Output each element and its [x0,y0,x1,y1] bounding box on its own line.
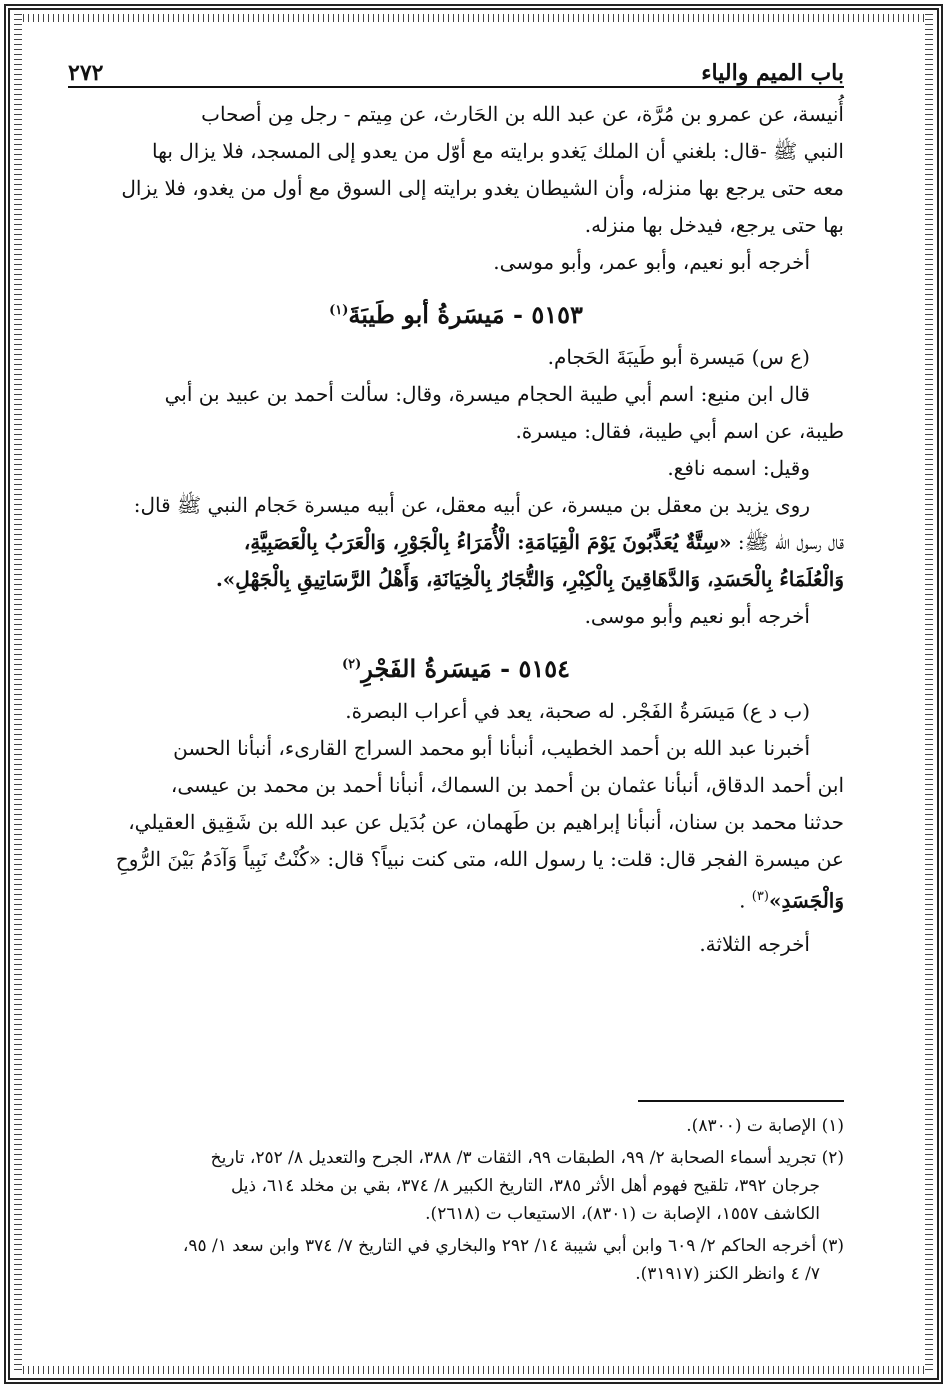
hadith-line: وَالْعُلَمَاءُ بِالْحَسَدِ، وَالدَّهَاقِينَ بِالْكِبْرِ، وَالتُّجَارُ بِالْخِيَانَةِ، وَأَهْلُ الرَّسَاتِيقِ بِالْجَهْلِ». [215,567,844,591]
text-line: حدثنا محمد بن سنان، أنبأنا إبراهيم بن طَهمان، عن بُدَيل عن عبد الله بن شَقِيق العقيلي، [128,810,844,834]
footnote-text: تجريد أسماء الصحابة ٢/ ٩٩، الطبقات ٩٩، الثقات ٣/ ٣٨٨، الجرح والتعديل ٨/ ٢٥٢، تاريخ [210,1148,817,1168]
hadith-text: «سِتَّةٌ يُعَذَّبُونَ يَوْمَ الْقِيَامَةِ: الْأُمَرَاءُ بِالْجَوْرِ، وَالْعَرَبُ بِالْعَصَبِيَّةِ، [243,530,732,554]
text-line: (ب د ع) مَيسَرةُ الفَجْر. له صحبة، يعد في أعراب البصرة. [345,699,810,723]
text-line: قال ابن منيع: اسم أبي طيبة الحجام ميسرة، وقال: سألت أحمد بن عبيد بن أبي [164,382,810,406]
footnote-ref: (١) [329,303,349,318]
border-chain-bottom [14,1366,933,1374]
takhrij-line: أخرجه أبو نعيم، وأبو عمر، وأبو موسى. [493,250,810,274]
footnote-3 [68,1232,844,1288]
footnote-divider [638,1100,844,1102]
border-chain-right [925,14,933,1374]
text-line: أُنيسة، عن عمرو بن مُرَّة، عن عبد الله بن الحَارث، عن مِيتم - رجل مِن أصحاب [201,102,844,126]
footnote-text: أخرجه الحاكم ٢/ ٦٠٩ وابن أبي شيبة ١٤/ ٢٩٢ والبخاري في التاريخ ٧/ ٣٧٤ وابن سعد ١/ ٩٥، [182,1236,817,1256]
hadith-line [68,524,844,561]
entry-title-text: ٥١٥٣ - مَيسَرةُ أبو طَيبَةَ [348,300,583,329]
text-line: روى يزيد بن معقل بن ميسرة، عن أبيه معقل، عن أبيه ميسرة حَجام النبي ﷺ قال: [133,493,810,517]
footnote-2 [68,1144,844,1228]
text-line: (ع س) مَيسرة أبو طَيبَةَ الحَجام. [547,345,810,369]
main-text [68,96,844,963]
footnote-continuation: ٧/ ٤ وانظر الكنز (٣١٩١٧). [635,1264,820,1284]
border-chain-top [14,14,933,22]
border-chain-left [14,14,22,1374]
text-line: النبي ﷺ -قال: بلغني أن الملك يَغدو برايته مع أوّل من يعدو إلى المسجد، فلا يزال بها [152,139,844,163]
text-line: معه حتى يرجع بها منزله، وأن الشيطان يغدو برايته إلى السوق مع أول من يغدو، فلا يزال [121,176,844,200]
text-line: ابن أحمد الدقاق، أنبأنا عثمان بن أحمد بن السماك، أنبأنا أحمد بن محمد بن عيسى، [170,773,844,797]
text-line: وقيل: اسمه نافع. [667,456,810,480]
text-line: أخبرنا عبد الله بن أحمد الخطيب، أنبأنا أبو محمد السراج القارىء، أنبأنا الحسن [173,736,810,760]
footnote-1 [68,1112,844,1140]
footnote-number: (٢) [821,1148,844,1168]
footnote-text: الإصابة ت (٨٣٠٠). [686,1116,817,1136]
footnote-ref: (٢) [341,657,362,672]
footnote-continuation: الكاشف ١٥٥٧، الإصابة ت (٨٣٠١)، الاستيعاب ت (٢٦١٨). [425,1204,820,1224]
chapter-title: باب الميم والياء [701,60,844,86]
hadith-intro: قال رسول الله ﷺ: [737,530,844,554]
page-number: ٢٧٢ [68,60,104,86]
footnote-number: (١) [821,1116,844,1136]
hadith-text: وَالْجَسَدِ» [768,888,844,913]
entry-title-5154 [68,645,844,689]
footnote-number: (٣) [821,1236,844,1256]
text-line: عن ميسرة الفجر قال: قلت: يا رسول الله، متى كنت نبياً؟ قال: «كُنْتُ نَبِياً وَآدَمُ بَيْنَ الرُّوحِ [115,847,844,871]
footnote-ref: (٣) [751,889,769,904]
entry-title-5153 [68,291,844,335]
text-line: وَالْجَسَدِ»$^{(٣)}$ . [739,888,844,913]
footnotes [68,1100,844,1292]
text-line: بها حتى يرجع، فيدخل بها منزله. [584,213,844,237]
running-header [68,52,844,88]
takhrij-line: أخرجه الثلاثة. [699,931,810,956]
takhrij-line: أخرجه أبو نعيم وأبو موسى. [584,604,810,628]
text-line: طيبة، عن اسم أبي طيبة، فقال: ميسرة. [515,419,844,443]
page-content [68,52,844,963]
entry-title-text: ٥١٥٤ - مَيسَرةُ الفَجْرِ [361,654,571,683]
footnote-continuation: جرجان ٣٩٢، تلقيح فهوم أهل الأثر ٣٨٥، التاريخ الكبير ٨/ ٣٧٤، بقي بن مخلد ٦١٤، ذيل [230,1176,820,1196]
